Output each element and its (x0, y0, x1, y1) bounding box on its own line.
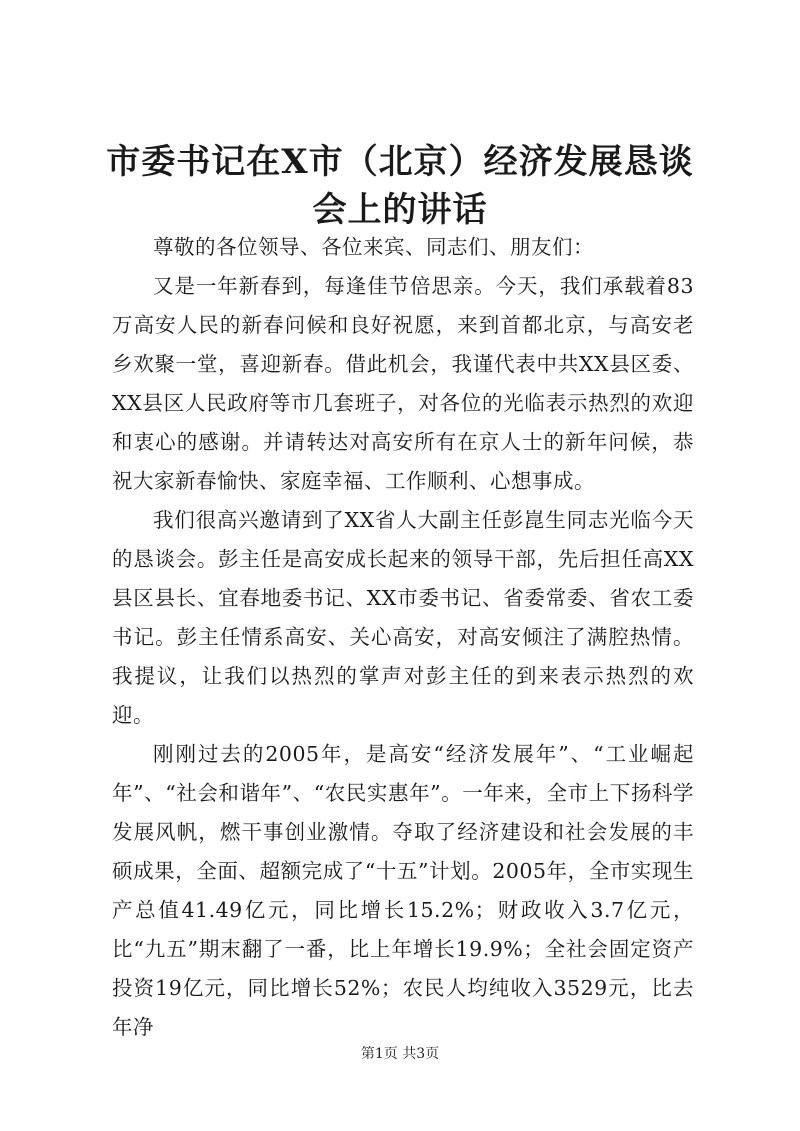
document-title: 市委书记在X市（北京）经济发展恳谈会上的讲话 (106, 142, 694, 230)
body-paragraph: 我们很高兴邀请到了XX省人大副主任彭崑生同志光临今天的恳谈会。彭主任是高安成长起来的领导干部，先后担任高XX县区县长、宜春地委书记、XX市委书记、省委常委、省农工委书记。彭主任情系高安、关心高安，对高安倾注了满腔热情。我提议，让我们以热烈的掌声对彭主任的到来表示热烈的欢迎。 (112, 508, 694, 727)
body-paragraph: 刚刚过去的2005年，是高安“经济发展年”、“工业崛起年”、“社会和谐年”、“农民实惠年”。一年来，全市上下扬科学发展风帆，燃干事创业激情。夺取了经济建设和社会发展的丰硕成果，全面、超额完成了“十五”计划。2005年，全市实现生产总值41.49亿元，同比增长15.2%；财政收入3.7亿元，比“九五”期末翻了一番，比上年增长19.9%；全社会固定资产投资19亿元，同比增长52%；农民人均纯收入3529元，比去年净 (112, 742, 694, 1039)
body-paragraph: 又是一年新春到，每逢佳节倍思亲。今天，我们承载着83万高安人民的新春问候和良好祝愿，来到首都北京，与高安老乡欢聚一堂，喜迎新春。借此机会，我谨代表中共XX县区委、XX县区人民政府等市几套班子，对各位的光临表示热烈的欢迎和衷心的感谢。并请转达对高安所有在京人士的新年问候，恭祝大家新春愉快、家庭幸福、工作顺利、心想事成。 (112, 274, 694, 493)
page-number-footer: 第1页 共3页 (360, 1046, 440, 1062)
document-body (112, 228, 694, 1047)
salutation-paragraph: 尊敬的各位领导、各位来宾、同志们、朋友们： (153, 235, 594, 259)
